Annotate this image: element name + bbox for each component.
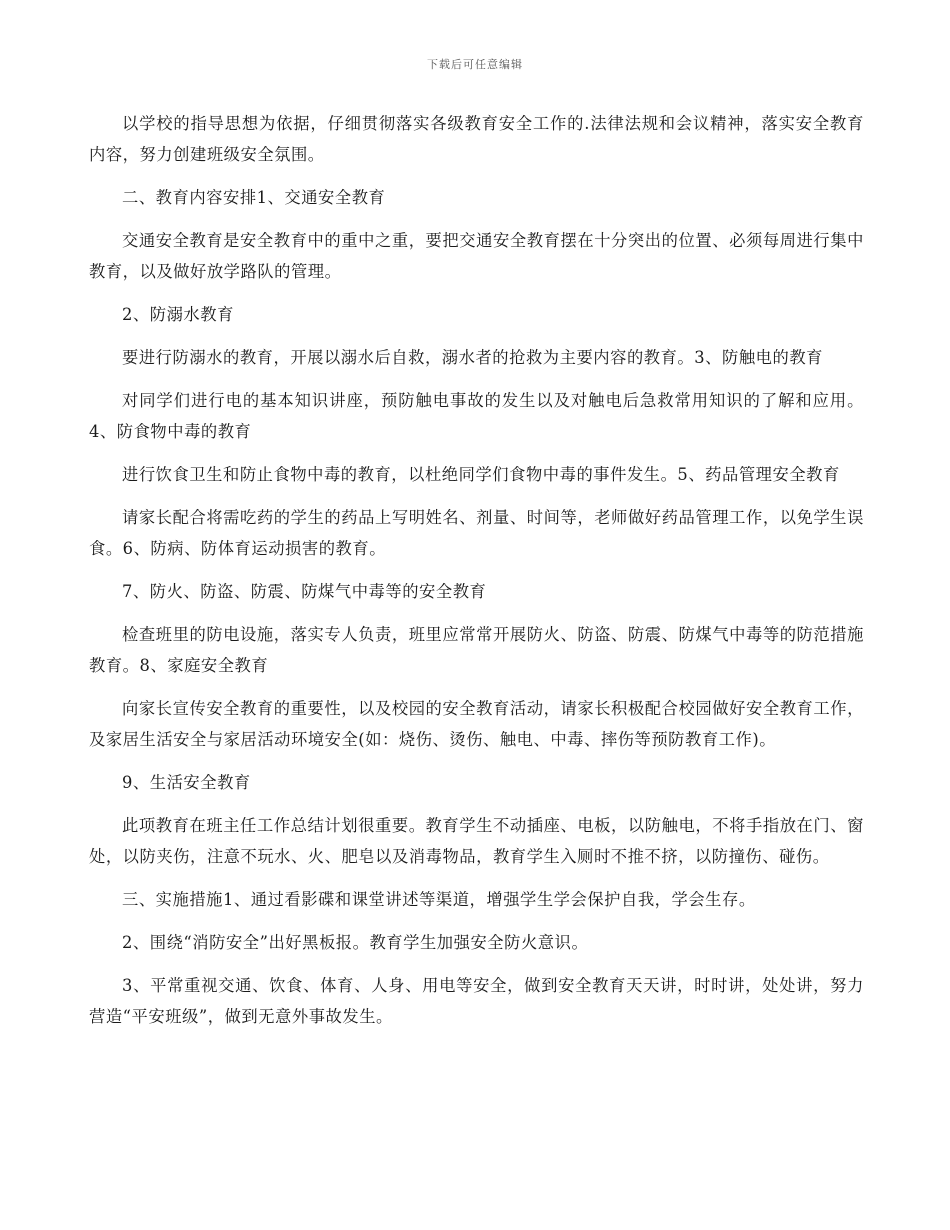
- heading-life-safety: 9、生活安全教育: [122, 773, 251, 792]
- document-body: [89, 108, 864, 1044]
- paragraph-medicine: 请家长配合将需吃药的学生的药品上写明姓名、剂量、时间等，老师做好药品管理工作，以免学生误食。6、防病、防体育运动损害的教育。: [89, 508, 864, 558]
- heading-drowning: 2、防溺水教育: [122, 305, 234, 324]
- page-header: 下载后可任意编辑: [427, 58, 523, 71]
- paragraph-life-safety: 此项教育在班主任工作总结计划很重要。教育学生不动插座、电板，以防触电，不将手指放在门、窗处，以防夹伤，注意不玩水、火、肥皂以及消毒物品，教育学生入厕时不推不挤，以防撞伤、碰伤。: [89, 816, 864, 866]
- paragraph-family: 向家长宣传安全教育的重要性，以及校园的安全教育活动，请家长积极配合校园做好安全教育工作，及家居生活安全与家居活动环境安全(如：烧伤、烫伤、触电、中毒、摔伤等预防教育工作)。: [89, 699, 864, 749]
- paragraph-measures-3: 3、平常重视交通、饮食、体育、人身、用电等安全，做到安全教育天天讲，时时讲，处处讲，努力营造“平安班级”，做到无意外事故发生。: [89, 976, 864, 1026]
- paragraph-measures-1: 三、实施措施1、通过看影碟和课堂讲述等渠道，增强学生学会保护自我，学会生存。: [122, 890, 756, 909]
- paragraph-drowning: 要进行防溺水的教育，开展以溺水后自救，溺水者的抢救为主要内容的教育。3、防触电的教育: [122, 348, 823, 367]
- paragraph-fire-theft: 检查班里的防电设施，落实专人负责，班里应常常开展防火、防盗、防震、防煤气中毒等的防范措施教育。8、家庭安全教育: [89, 625, 864, 675]
- paragraph-traffic-safety: 交通安全教育是安全教育中的重中之重，要把交通安全教育摆在十分突出的位置、必须每周进行集中教育，以及做好放学路队的管理。: [89, 231, 864, 281]
- paragraph-intro: 以学校的指导思想为依据，仔细贯彻落实各级教育安全工作的.法律法规和会议精神，落实安全教育内容，努力创建班级安全氛围。: [89, 114, 864, 164]
- paragraph-food: 进行饮食卫生和防止食物中毒的教育，以杜绝同学们食物中毒的事件发生。5、药品管理安全教育: [122, 465, 840, 484]
- heading-fire-theft: 7、防火、防盗、防震、防煤气中毒等的安全教育: [122, 582, 487, 601]
- paragraph-measures-2: 2、围绕“消防安全”出好黑板报。教育学生加强安全防火意识。: [122, 933, 589, 952]
- paragraph-electric: 对同学们进行电的基本知识讲座，预防触电事故的发生以及对触电后急救常用知识的了解和应用。4、防食物中毒的教育: [89, 391, 864, 441]
- heading-education-content: 二、教育内容安排1、交通安全教育: [122, 188, 386, 207]
